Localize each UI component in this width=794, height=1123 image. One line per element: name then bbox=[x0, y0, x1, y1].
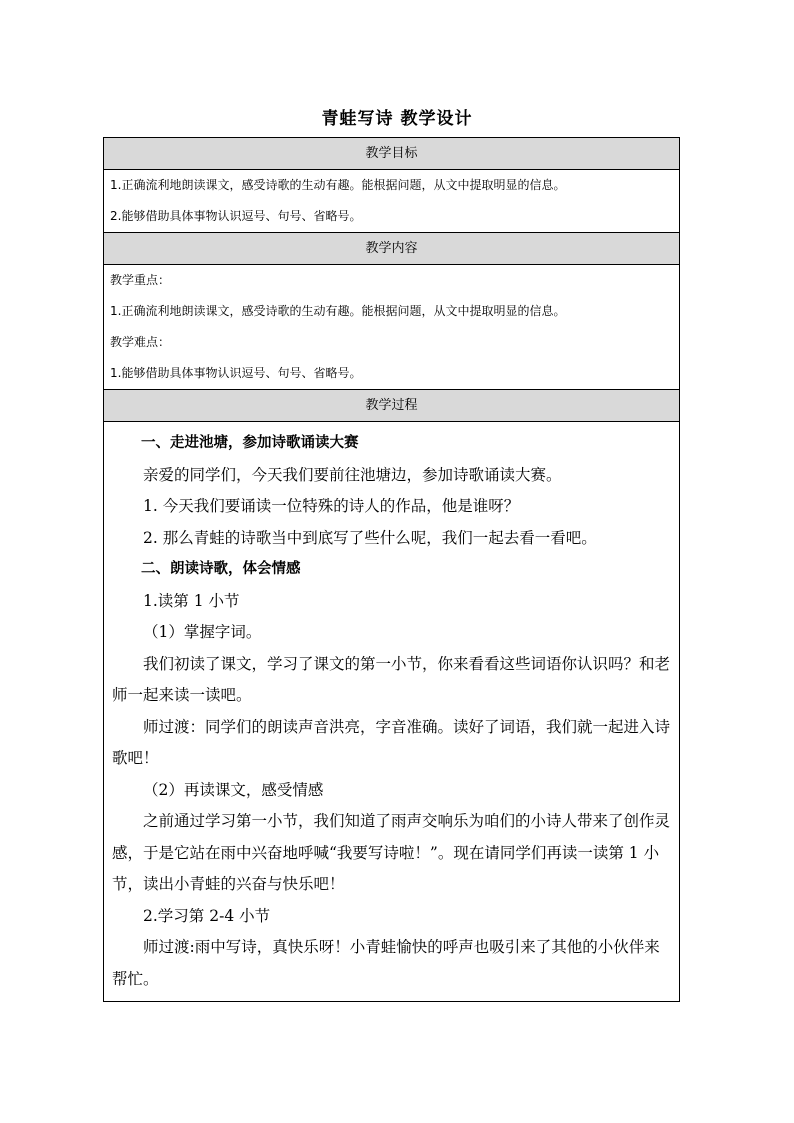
process-header-row bbox=[104, 390, 680, 422]
document-title: 青蛙写诗 教学设计 bbox=[321, 109, 473, 129]
content-row bbox=[104, 265, 680, 390]
content-cell bbox=[104, 265, 680, 390]
part2-title: 2.学习第 2-4 小节 bbox=[143, 906, 271, 925]
content-header: 教学内容 bbox=[104, 233, 680, 265]
key-points-label: 教学重点： bbox=[110, 273, 171, 287]
goal-item-1: 1.正确流利地朗读课文，感受诗歌的生动有趣。能根据问题，从文中提取明显的信息。 bbox=[110, 178, 566, 192]
goals-header-row bbox=[104, 138, 680, 170]
part1-text-3: 之前通过学习第一小节，我们知道了雨声交响乐为咱们的小诗人带来了创作灵感，于是它站在雨中兴奋地呼喊“我要写诗啦！”。现在请同学们再读一读第 1 小节，读出小青蛙的兴奋与快乐吧！ bbox=[112, 812, 671, 893]
section1-question-1: 1. 今天我们要诵读一位特殊的诗人的作品，他是谁呀？ bbox=[143, 497, 520, 515]
section1-heading: 一、走进池塘，参加诗歌诵读大赛 bbox=[141, 435, 359, 451]
process-row bbox=[104, 422, 680, 1002]
lesson-plan-table bbox=[103, 137, 680, 1002]
key-point-item: 1.正确流利地朗读课文，感受诗歌的生动有趣。能根据问题，从文中提取明显的信息。 bbox=[110, 304, 566, 318]
part2-text-1: 师过渡:雨中写诗，真快乐呀！小青蛙愉快的呼声也吸引来了其他的小伙伴来帮忙。 bbox=[112, 938, 660, 988]
difficulty-label: 教学难点： bbox=[110, 335, 171, 349]
section2-heading: 二、朗读诗歌，体会情感 bbox=[141, 561, 301, 577]
part1-subtitle-1: （1）掌握字词。 bbox=[143, 623, 262, 641]
section1-intro: 亲爱的同学们，今天我们要前往池塘边，参加诗歌诵读大赛。 bbox=[143, 465, 562, 484]
process-cell bbox=[104, 422, 680, 1002]
section1-question-2: 2. 那么青蛙的诗歌当中到底写了些什么呢，我们一起去看一看吧。 bbox=[143, 528, 597, 547]
goal-item-2: 2.能够借助具体事物认识逗号、句号、省略号。 bbox=[110, 209, 362, 223]
content-header-row bbox=[104, 233, 680, 265]
goals-row bbox=[104, 170, 680, 233]
process-header: 教学过程 bbox=[104, 390, 680, 422]
part1-text-1: 我们初读了课文，学习了课文的第一小节，你来看看这些词语你认识吗？和老师一起来读一读吧。 bbox=[112, 654, 671, 704]
part1-title: 1.读第 1 小节 bbox=[143, 591, 240, 610]
part1-subtitle-2: （2）再读课文，感受情感 bbox=[143, 780, 324, 799]
difficulty-item: 1.能够借助具体事物认识逗号、句号、省略号。 bbox=[110, 366, 362, 380]
goals-cell bbox=[104, 170, 680, 233]
goals-header: 教学目标 bbox=[104, 138, 680, 170]
part1-text-2: 师过渡：同学们的朗读声音洪亮，字音准确。读好了词语，我们就一起进入诗歌吧！ bbox=[112, 717, 671, 767]
